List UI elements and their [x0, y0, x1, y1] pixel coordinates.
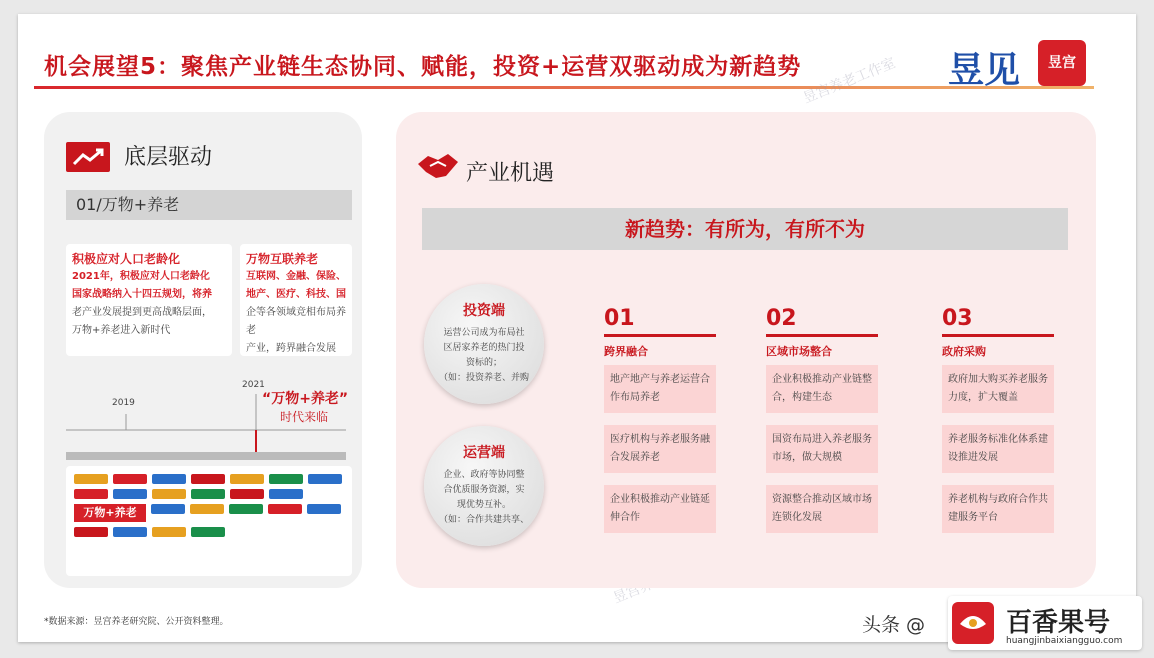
card-title: 积极应对人口老龄化: [72, 252, 181, 266]
column-item: 企业积极推动产业链整合，构建生态: [766, 365, 878, 413]
trend-column-3: [942, 306, 1054, 545]
column-number: 01: [604, 306, 635, 331]
left-subheading: 01/万物+养老: [66, 190, 352, 220]
circle-line: （如：合作共建共享、: [438, 515, 529, 525]
circle-text: [424, 326, 544, 386]
card-line: 企等各领域竞相布局养老: [246, 307, 346, 336]
badge-url: huangjinbaixiangguo.com: [1006, 636, 1123, 646]
column-divider: [942, 334, 1054, 337]
card-line: 国家战略纳入十四五规划，将养: [72, 289, 212, 300]
circle-title: 投资端: [463, 303, 505, 319]
card-line: 产业，跨界融合发展: [246, 343, 336, 354]
column-item: 医疗机构与养老服务融合发展养老: [604, 425, 716, 473]
column-label: 政府采购: [942, 345, 986, 358]
column-number: 02: [766, 306, 797, 331]
circle-operation: [424, 426, 544, 546]
card-line: 地产、医疗、科技、国: [246, 289, 346, 300]
column-item: 企业积极推动产业链延伸合作: [604, 485, 716, 533]
circle-line: 合优质服务资源，实: [443, 485, 525, 495]
partner-logo: [191, 474, 225, 484]
handshake-icon: [416, 148, 460, 186]
column-item: 国资布局进入养老服务市场，做大规模: [766, 425, 878, 473]
partner-logo: [74, 489, 108, 499]
partner-logo: [308, 474, 342, 484]
partner-logo: [269, 474, 303, 484]
circle-line: 企业、政府等协同整: [443, 470, 525, 480]
partner-logo: [113, 474, 147, 484]
card-line: 互联网、金融、保险、: [246, 271, 346, 282]
card-line: 万物+养老进入新时代: [72, 325, 171, 336]
partner-logo: [269, 489, 303, 499]
partner-logo: [190, 504, 224, 514]
partner-logo: [152, 474, 186, 484]
toutiao-credit: 头条 @: [862, 614, 926, 636]
timeline-slogan-sub: 时代来临: [280, 410, 329, 424]
partner-logo: [230, 474, 264, 484]
seal-logo: 昱宫: [1038, 40, 1086, 86]
right-panel: [396, 112, 1096, 588]
left-heading: 底层驱动: [124, 145, 213, 170]
column-item: 资源整合推动区域市场连锁化发展: [766, 485, 878, 533]
badge-name: 百香果号: [1006, 608, 1111, 638]
partner-logo: [152, 527, 186, 537]
circle-line: 区居家养老的热门投: [443, 343, 525, 353]
card-title: 万物互联养老: [246, 252, 319, 266]
circle-text: [424, 468, 544, 528]
partner-logo: [307, 504, 341, 514]
brand-logo: 昱见: [948, 50, 1021, 91]
left-panel: [44, 112, 362, 588]
partner-logo: [268, 504, 302, 514]
column-divider: [604, 334, 716, 337]
circle-line: 资标的；: [465, 358, 502, 368]
partner-logo-grid: [66, 466, 352, 576]
column-item: 地产地产与养老运营合作布局养老: [604, 365, 716, 413]
timeline-year: 2019: [112, 398, 135, 408]
source-badge[interactable]: [948, 596, 1142, 650]
partner-logo: [113, 527, 147, 537]
column-item: 养老服务标准化体系建设推进发展: [942, 425, 1054, 473]
card-line: 老产业发展提到更高战略层面，: [72, 307, 212, 318]
baixiangguo-logo-icon: [952, 602, 994, 644]
timeline-slogan: “万物+养老”: [262, 391, 349, 407]
circle-line: 现优势互补。: [456, 500, 511, 510]
partner-logo: [229, 504, 263, 514]
trend-column-2: [766, 306, 878, 545]
circle-title: 运营端: [463, 445, 505, 461]
timeline: [66, 374, 352, 464]
card-aging: [66, 244, 232, 356]
column-label: 跨界融合: [604, 345, 648, 358]
partner-logo: [230, 489, 264, 499]
trend-column-1: [604, 306, 716, 545]
partner-logo: [74, 474, 108, 484]
title-underline: [34, 86, 1094, 89]
column-number: 03: [942, 306, 973, 331]
partner-logo: [152, 489, 186, 499]
card-iot: [240, 244, 352, 356]
timeline-year: 2021: [242, 380, 265, 390]
right-heading: 产业机遇: [466, 161, 555, 186]
column-item: 政府加大购买养老服务力度，扩大覆盖: [942, 365, 1054, 413]
partner-logo: [113, 489, 147, 499]
trend-bar: 新趋势：有所为，有所不为: [422, 208, 1068, 250]
card-line: 2021年，积极应对人口老龄化: [72, 271, 210, 282]
partner-logo: [191, 527, 225, 537]
column-item: 养老机构与政府合作共建服务平台: [942, 485, 1054, 533]
partner-logo: [151, 504, 185, 514]
logo-center-badge: 万物+养老: [74, 504, 146, 522]
footnote: *数据来源：昱宫养老研究院、公开资料整理。: [44, 617, 229, 627]
watermark: 昱宫养老工作室: [800, 55, 898, 107]
partner-logo: [74, 527, 108, 537]
partner-logo: [191, 489, 225, 499]
trend-up-icon: [66, 142, 110, 172]
column-label: 区域市场整合: [766, 345, 832, 358]
circle-investment: [424, 284, 544, 404]
circle-line: （如：投资养老、并购: [438, 373, 529, 383]
circle-line: 运营公司成为布局社: [443, 328, 525, 338]
column-divider: [766, 334, 878, 337]
page-title: 机会展望5：聚焦产业链生态协同、赋能，投资+运营双驱动成为新趋势: [44, 54, 802, 80]
